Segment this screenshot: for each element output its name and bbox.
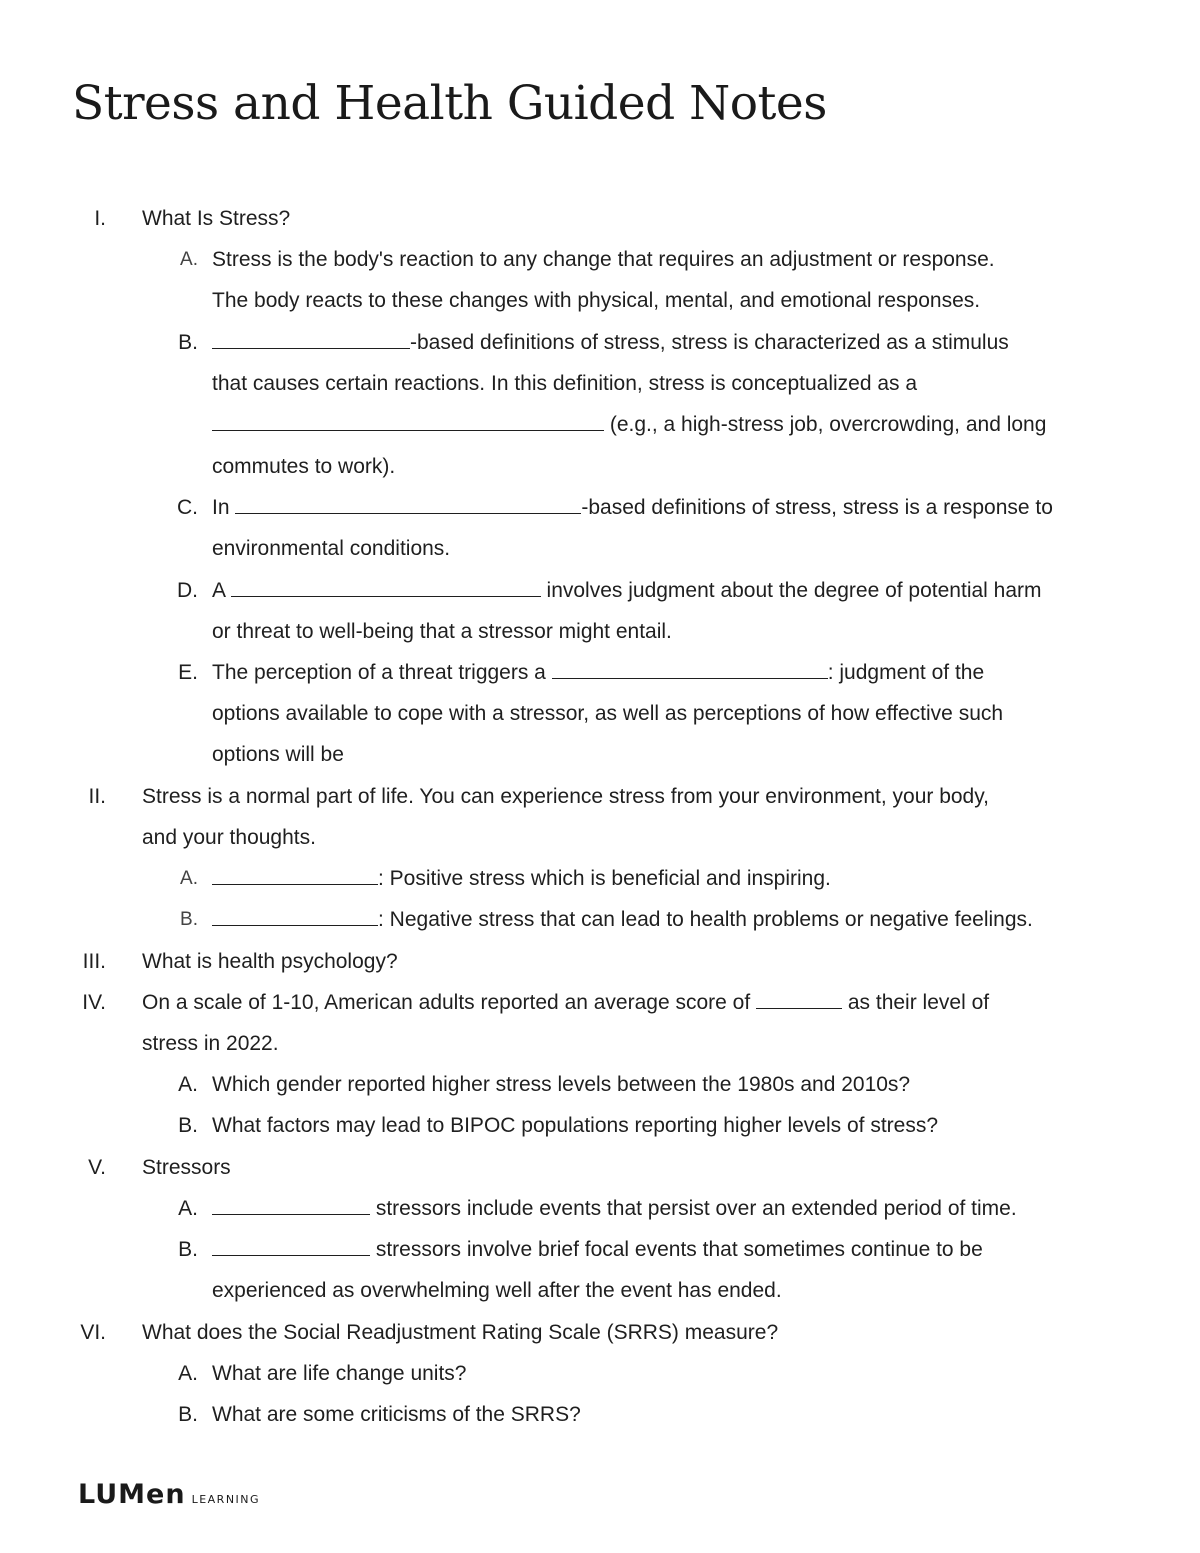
item-text: -based definitions of stress, stress is characterized as a stimulus [212, 328, 1009, 358]
item-letter: D. [177, 579, 198, 602]
section-heading: and your thoughts. [142, 826, 316, 849]
item-letter: A. [180, 868, 198, 889]
logo-mark: LUMen [78, 1479, 186, 1510]
fill-in-blank[interactable] [212, 864, 378, 885]
item-letter: A. [180, 249, 198, 270]
item-text: What factors may lead to BIPOC populations reporting higher levels of stress? [212, 1114, 939, 1137]
item-text: stressors involve brief focal events that sometimes continue to be [212, 1235, 983, 1265]
fill-in-blank[interactable] [231, 576, 541, 597]
item-text: options will be [212, 743, 344, 766]
item-text: A involves judgment about the degree of potential harm [212, 576, 1042, 606]
section-heading: On a scale of 1-10, American adults reported an average score of as their level of [142, 988, 989, 1018]
section-heading: Stressors [142, 1156, 231, 1179]
fill-in-blank[interactable] [212, 410, 604, 431]
section-number: IV. [82, 991, 106, 1014]
logo-subtitle: LEARNING [191, 1493, 261, 1506]
item-text: experienced as overwhelming well after the event has ended. [212, 1279, 782, 1302]
fill-in-blank[interactable] [552, 658, 828, 679]
item-letter: C. [177, 496, 198, 519]
section-number: V. [88, 1156, 106, 1179]
page-title: Stress and Health Guided Notes [72, 76, 827, 131]
item-text: environmental conditions. [212, 537, 451, 560]
item-text: stressors include events that persist over an extended period of time. [212, 1194, 1017, 1224]
item-text: Which gender reported higher stress levels between the 1980s and 2010s? [212, 1073, 911, 1096]
section-heading: What Is Stress? [142, 207, 291, 230]
fill-in-blank[interactable] [212, 1235, 370, 1256]
section-heading: What does the Social Readjustment Rating Scale (SRRS) measure? [142, 1321, 779, 1344]
item-letter: E. [178, 661, 198, 684]
section-number: VI. [80, 1321, 106, 1344]
section-number: II. [88, 785, 106, 808]
item-text: or threat to well-being that a stressor might entail. [212, 620, 672, 643]
fill-in-blank[interactable] [212, 1194, 370, 1215]
item-text: (e.g., a high-stress job, overcrowding, and long [212, 410, 1046, 440]
fill-in-blank[interactable] [212, 328, 410, 349]
item-letter: A. [178, 1073, 198, 1096]
item-text: commutes to work). [212, 455, 396, 478]
item-letter: A. [178, 1197, 198, 1220]
fill-in-blank[interactable] [235, 493, 581, 514]
item-letter: B. [178, 1403, 198, 1426]
item-text: options available to cope with a stressor, as well as perceptions of how effective such [212, 702, 1004, 725]
fill-in-blank[interactable] [756, 988, 842, 1009]
item-text: that causes certain reactions. In this definition, stress is conceptualized as a [212, 372, 918, 395]
section-heading: stress in 2022. [142, 1032, 279, 1055]
lumen-learning-logo [78, 1480, 260, 1510]
item-text: What are life change units? [212, 1362, 467, 1385]
section-heading: What is health psychology? [142, 950, 398, 973]
item-letter: B. [178, 331, 198, 354]
item-letter: B. [180, 909, 198, 930]
section-number: III. [82, 950, 106, 973]
item-text: Stress is the body's reaction to any change that requires an adjustment or response. [212, 248, 995, 271]
section-number: I. [94, 207, 106, 230]
item-text: The body reacts to these changes with physical, mental, and emotional responses. [212, 289, 981, 312]
item-text: In -based definitions of stress, stress is a response to [212, 493, 1053, 523]
section-heading: Stress is a normal part of life. You can experience stress from your environment, your body, [142, 785, 990, 808]
item-letter: B. [178, 1114, 198, 1137]
item-letter: B. [178, 1238, 198, 1261]
item-letter: A. [178, 1362, 198, 1385]
item-text: The perception of a threat triggers a : judgment of the [212, 658, 984, 688]
fill-in-blank[interactable] [212, 905, 378, 926]
item-text: : Positive stress which is beneficial and inspiring. [212, 864, 831, 894]
item-text: : Negative stress that can lead to health problems or negative feelings. [212, 905, 1033, 935]
item-text: What are some criticisms of the SRRS? [212, 1403, 581, 1426]
